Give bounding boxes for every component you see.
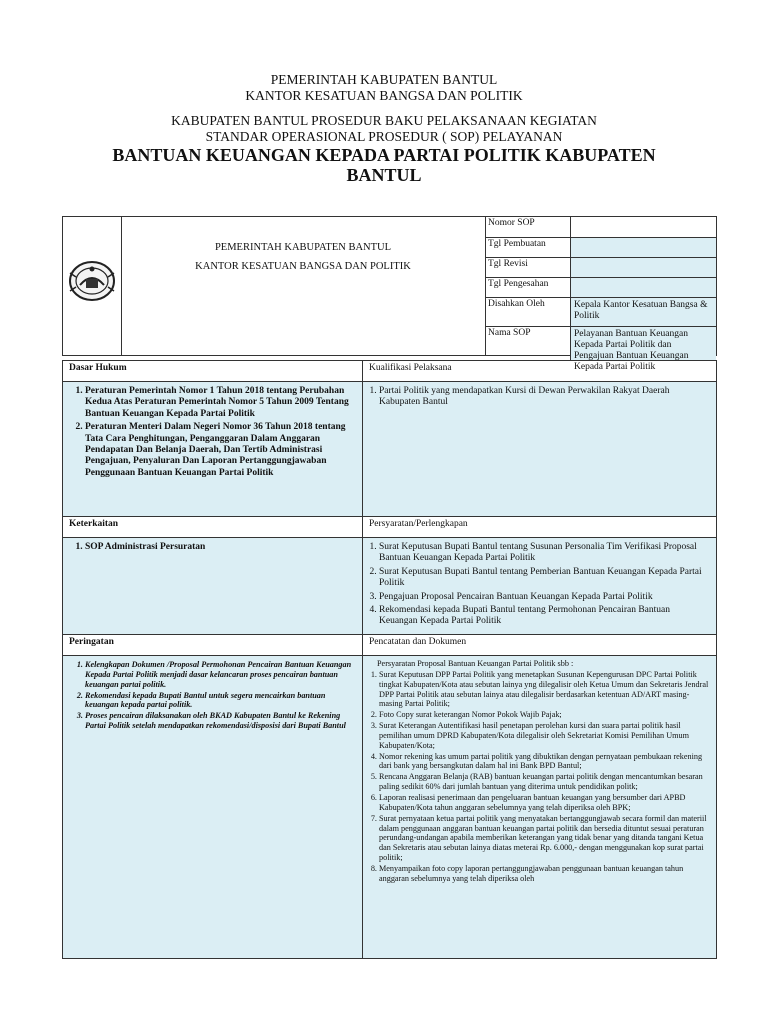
header-procedure (0, 113, 768, 144)
list-item: 1. SOP Administrasi Persuratan (85, 542, 356, 553)
list-item: 4. Nomor rekening kas umum partai politik yang dibuktikan dengan pernyataan pembukaan rekening dari bank yang bersangkutan dalam hal ini Bank BPD Bantul; (379, 752, 710, 772)
dasar-hukum-list (63, 382, 362, 485)
list-item: 3. Proses pencairan dilaksanakan oleh BKAD Kabupaten Bantul ke Rekening Partai Politik setelah mendapatkan rekomendasi/disposisi dari Bupati Bantul (85, 711, 356, 731)
sop-detail-table (62, 360, 717, 959)
list-item: 1. Peraturan Pemerintah Nomor 1 Tahun 2018 tentang Perubahan Kedua Atas Peraturan Pemerintah Nomor 5 Tahun 2009 Tentang Bantuan Keuangan Kepada Partai Politik (85, 386, 356, 420)
org-name: PEMERINTAH KABUPATEN BANTUL (214, 242, 392, 253)
list-item: 3. Pengajuan Proposal Pencairan Bantuan Keuangan Kepada Partai Politik (379, 592, 710, 603)
row-head-peringatan (63, 634, 716, 655)
list-item: 8. Menyampaikan foto copy laporan pertanggungjawaban penggunaan bantuan keuangan tahun anggaran sebelumnya yang telah diperiksa oleh (379, 864, 710, 884)
meta-label: Nomor SOP (485, 217, 571, 237)
bantul-emblem-icon (66, 255, 118, 307)
pencatatan-heading: Pencatatan dan Dokumen (369, 637, 467, 647)
list-item: 2. Rekomendasi kepada Bupati Bantul untuk segera mencairkan bantuan keuangan kepada partai politik. (85, 691, 356, 711)
peringatan-heading: Peringatan (63, 635, 363, 655)
meta-value: Kepala Kantor Kesatuan Bangsa & Politik (571, 298, 716, 326)
meta-row-nama-sop (485, 327, 716, 372)
kualifikasi-heading: Kualifikasi Pelaksana (369, 363, 452, 373)
persyaratan-heading: Persyaratan/Perlengkapan (369, 519, 468, 529)
meta-row-nomor (485, 217, 716, 238)
persyaratan-list (363, 538, 716, 634)
kualifikasi-list (363, 382, 716, 415)
list-item: 2. Foto Copy surat keterangan Nomor Pokok Wajib Pajak; (379, 710, 710, 720)
meta-label: Tgl Pembuatan (485, 238, 571, 257)
list-item: 1. Partai Politik yang mendapatkan Kursi di Dewan Perwakilan Rakyat Daerah Kabupaten Bantul (379, 386, 710, 409)
header-line-1: PEMERINTAH KABUPATEN BANTUL (270, 72, 498, 87)
meta-value (571, 238, 716, 257)
meta-value (571, 258, 716, 277)
meta-row-tgl-pengesahan (485, 278, 716, 298)
keterkaitan-cell (63, 538, 363, 634)
logo-cell (63, 217, 122, 355)
title-line-b: BANTUL (346, 164, 422, 185)
meta-row-disahkan (485, 298, 716, 327)
list-item: 2. Peraturan Menteri Dalam Negeri Nomor 36 Tahun 2018 tentang Tata Cara Penghitungan, Penganggaran Dalam Anggaran Pendapatan Dan Belanja Daerah, Dan Tertib Administrasi Pengajuan, Penyaluran Dan Laporan Pertanggungjawaban Penggunaan Bantuan Keuangan Partai Politik (85, 422, 356, 479)
pencatatan-intro: Persyaratan Proposal Bantuan Keuangan Partai Politik sbb : (377, 659, 574, 668)
row-head-dasar (63, 360, 716, 381)
keterkaitan-list (63, 538, 362, 559)
list-item: 7. Surat pernyataan ketua partai politik yang menyatakan bertanggungjawab secara formil dan materiil dalam penggunaan anggaran bantuan keuangan partai politik dan bersedia dituntut sesuai peraturan perundang-undangan apabila memberikan keterangan yang tidak benar yang ditanda tangani Ketua dan Sekretaris atau sebutan lainya diatas meterai Rp. 6.000,- dengan menggunakan kop surat partai politik; (379, 814, 710, 863)
list-item: 2. Surat Keputusan Bupati Bantul tentang Pemberian Bantuan Keuangan Kepada Partai Politik (379, 567, 710, 590)
meta-label: Tgl Revisi (485, 258, 571, 277)
header-line-4: STANDAR OPERASIONAL PROSEDUR ( SOP) PELAYANAN (205, 128, 563, 144)
dasar-hukum-cell (63, 382, 363, 516)
header-line-2: KANTOR KESATUAN BANGSA DAN POLITIK (245, 87, 523, 103)
meta-value (571, 278, 716, 297)
list-item: 1. Surat Keputusan Bupati Bantul tentang Susunan Personalia Tim Verifikasi Proposal Bantuan Keuangan Kepada Partai Politik (379, 542, 710, 565)
meta-value: Pelayanan Bantuan Keuangan Kepada Partai Politik dan Pengajuan Bantuan Keuangan Kepada Partai Politik (571, 327, 716, 360)
list-item: 1. Kelengkapan Dokumen /Proposal Permohonan Pencairan Bantuan Keuangan Kepada Partai Politik menjadi dasar kelancaran proses pencairan bantuan keuangan partai politik. (85, 660, 356, 690)
peringatan-list (63, 656, 362, 736)
row-body-dasar (63, 381, 716, 516)
document-title (0, 146, 768, 186)
dasar-hukum-heading: Dasar Hukum (63, 361, 363, 381)
header-line-3: KABUPATEN BANTUL PROSEDUR BAKU PELAKSANAAN KEGIATAN (171, 113, 597, 128)
meta-row-tgl-revisi (485, 258, 716, 278)
row-head-keterkaitan (63, 516, 716, 537)
list-item: 1. Surat Keputusan DPP Partai Politik yang menetapkan Susunan Kepengurusan DPC Partai Politik tingkat Kabupaten/Kota atau sebutan lainya yng dilegalisir oleh Ketua Umum dan Sekretaris Jendral DPP Partai Politik atau sebutan lainya atau dilegalisir berdasarkan ketentuan AD/ART masing-masing Partai Politik; (379, 670, 710, 709)
list-item: 6. Laporan realisasi penerimaan dan pengeluaran bantuan keuangan yang bersumber dari APBD Kabupaten/Kota tahun anggaran sebelumnya yang telah diperiksa oleh BPK; (379, 793, 710, 813)
persyaratan-cell (363, 538, 716, 634)
kualifikasi-cell (363, 382, 716, 516)
title-line-a: BANTUAN KEUANGAN KEPADA PARTAI POLITIK KABUPATEN (112, 145, 656, 165)
peringatan-cell (63, 656, 363, 958)
list-item: 3. Surat Keterangan Autentifikasi hasil penetapan perolehan kursi dan suara partai politik hasil pemilihan umum DPRD Kabupaten/Kota dilegalisir oleh Sekretariat Komisi Pemilihan Umum Kabupaten/Kota; (379, 721, 710, 751)
organization-cell (121, 217, 486, 355)
pencatatan-list (363, 669, 716, 889)
keterkaitan-heading: Keterkaitan (63, 517, 363, 537)
pencatatan-cell (363, 656, 716, 958)
sop-meta (485, 217, 716, 372)
list-item: 5. Rencana Anggaran Belanja (RAB) bantuan keuangan partai politik dengan mencantumkan besaran paling sedikit 60% dari jumlah bantuan yang diterima untuk pendidikan politk; (379, 772, 710, 792)
meta-label: Disahkan Oleh (485, 298, 571, 326)
meta-value (571, 217, 716, 237)
meta-label: Nama SOP (485, 327, 571, 360)
row-body-peringatan (63, 655, 716, 958)
meta-row-tgl-pembuatan (485, 238, 716, 258)
list-item: 4. Rekomendasi kepada Bupati Bantul tentang Permohonan Pencairan Bantuan Keuangan Kepada Partai Politik (379, 605, 710, 628)
row-body-keterkaitan (63, 537, 716, 634)
org-office: KANTOR KESATUAN BANGSA DAN POLITIK (195, 261, 411, 272)
header-agency (0, 72, 768, 103)
meta-label: Tgl Pengesahan (485, 278, 571, 297)
